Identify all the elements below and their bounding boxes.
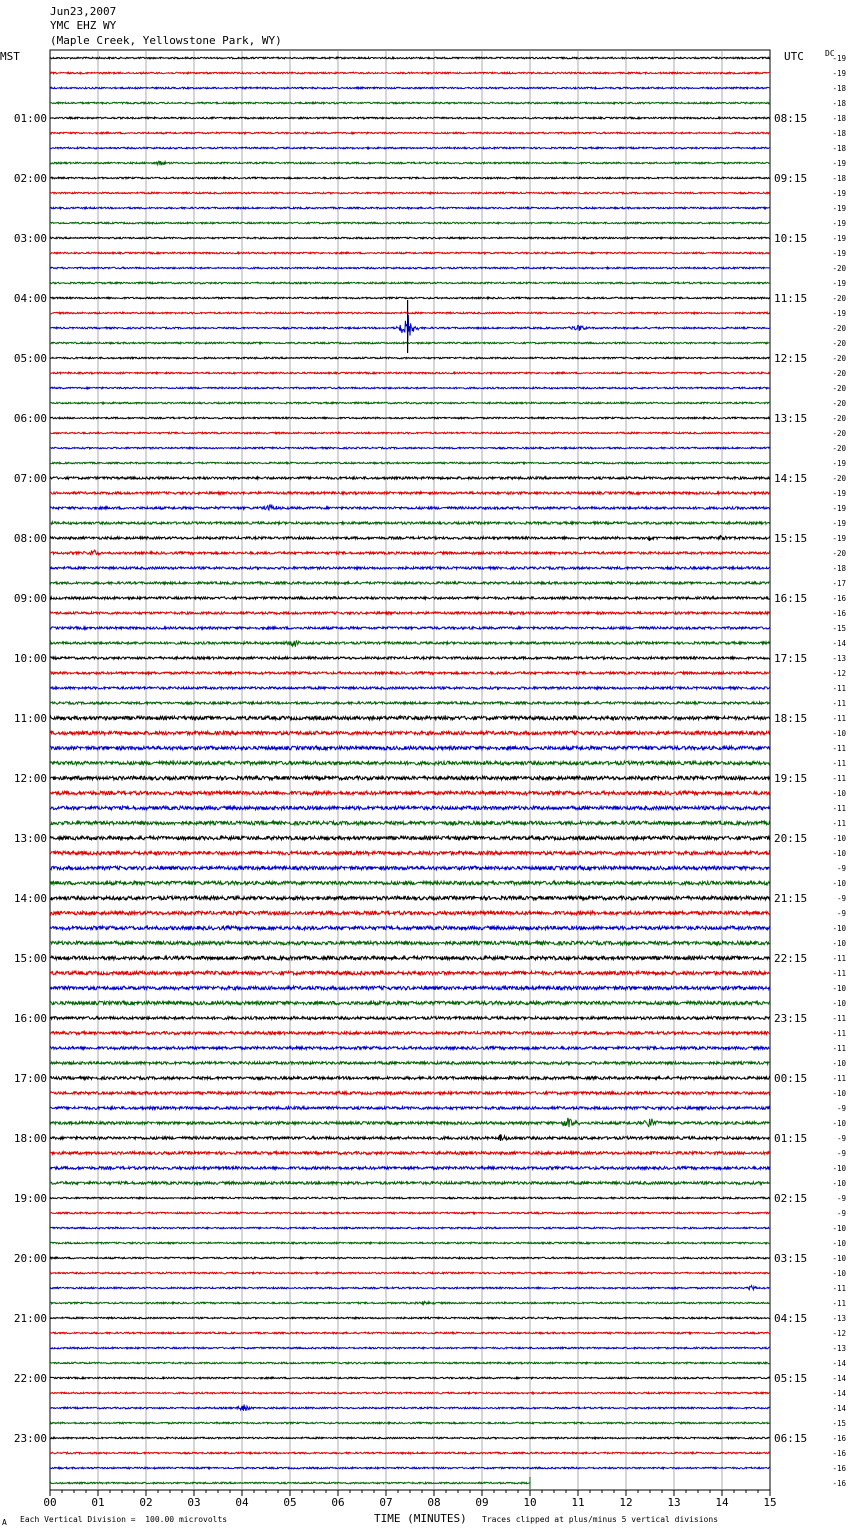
seismic-trace (50, 1182, 770, 1185)
left-hour-label: 14:00 (13, 892, 47, 905)
dc-offset-label: -11 (832, 1074, 846, 1083)
dc-offset-label: -18 (832, 144, 846, 153)
right-hour-label: 14:15 (774, 472, 808, 485)
dc-offset-label: -10 (832, 984, 846, 993)
seismic-trace (50, 1197, 770, 1199)
dc-offset-label: -16 (832, 1434, 846, 1443)
seismic-trace (50, 941, 770, 945)
dc-offset-label: -11 (832, 954, 846, 963)
seismic-trace (50, 462, 770, 464)
left-hour-label: 07:00 (13, 472, 47, 485)
dc-offset-label: -14 (832, 1374, 846, 1383)
seismic-trace (50, 1077, 770, 1080)
seismic-trace (50, 582, 770, 584)
x-tick-label: 06 (331, 1496, 345, 1509)
seismic-trace (50, 851, 770, 855)
seismic-trace (50, 207, 770, 209)
left-hour-label: 19:00 (13, 1192, 47, 1205)
dc-offset-label: -20 (832, 414, 846, 423)
dc-offset-label: -14 (832, 639, 846, 648)
right-hour-label: 12:15 (774, 352, 808, 365)
seismic-trace (50, 297, 770, 299)
dc-offset-label: -18 (832, 84, 846, 93)
dc-offset-label: -20 (832, 444, 846, 453)
dc-offset-label: -10 (832, 924, 846, 933)
dc-offset-label: -9 (836, 1134, 846, 1143)
station-label: YMC EHZ WY (50, 19, 117, 32)
right-hour-label: 19:15 (774, 772, 808, 785)
left-hour-label: 05:00 (13, 352, 47, 365)
dc-offset-label: -19 (832, 279, 846, 288)
seismic-trace (50, 1405, 770, 1411)
seismic-trace (50, 417, 770, 419)
seismic-trace (50, 1422, 770, 1424)
seismic-trace (50, 1301, 770, 1304)
right-hour-label: 13:15 (774, 412, 808, 425)
location-label: (Maple Creek, Yellowstone Park, WY) (50, 34, 282, 47)
dc-offset-label: -9 (836, 1194, 846, 1203)
dc-offset-label: -11 (832, 1044, 846, 1053)
left-hour-label: 10:00 (13, 652, 47, 665)
dc-offset-label: -9 (836, 894, 846, 903)
dc-label: DC (825, 49, 835, 58)
seismic-trace (50, 477, 770, 479)
dc-offset-label: -20 (832, 429, 846, 438)
dc-offset-label: -20 (832, 549, 846, 558)
seismic-trace (50, 791, 770, 795)
seismic-trace (50, 1317, 770, 1319)
seismic-trace (50, 132, 770, 134)
x-axis-label: TIME (MINUTES) (374, 1512, 467, 1525)
seismic-trace (50, 926, 770, 930)
left-hour-label: 01:00 (13, 112, 47, 125)
dc-offset-label: -19 (832, 519, 846, 528)
x-tick-label: 13 (667, 1496, 681, 1509)
seismic-trace (50, 657, 770, 659)
corner-mark: A (2, 1518, 7, 1527)
dc-offset-label: -10 (832, 1059, 846, 1068)
dc-offset-label: -11 (832, 759, 846, 768)
seismic-trace (50, 1047, 770, 1050)
seismic-trace (50, 1107, 770, 1110)
seismic-trace (50, 1017, 770, 1020)
dc-offset-label: -16 (832, 594, 846, 603)
seismic-trace (50, 641, 770, 647)
seismic-trace (50, 821, 770, 825)
left-hour-label: 04:00 (13, 292, 47, 305)
seismic-trace (50, 746, 770, 750)
left-hour-label: 16:00 (13, 1012, 47, 1025)
dc-offset-label: -16 (832, 609, 846, 618)
x-tick-label: 08 (427, 1496, 441, 1509)
dc-offset-label: -10 (832, 729, 846, 738)
dc-offset-label: -10 (832, 834, 846, 843)
seismic-trace (50, 161, 770, 165)
right-hour-label: 01:15 (774, 1132, 808, 1145)
seismic-trace (50, 761, 770, 765)
dc-offset-label: -20 (832, 399, 846, 408)
dc-offset-label: -13 (832, 654, 846, 663)
left-hour-label: 11:00 (13, 712, 47, 725)
seismic-trace (50, 1227, 770, 1229)
right-hour-label: 20:15 (774, 832, 808, 845)
x-tick-label: 07 (379, 1496, 393, 1509)
left-hour-label: 18:00 (13, 1132, 47, 1145)
seismic-trace (50, 866, 770, 870)
dc-offset-label: -9 (836, 1104, 846, 1113)
seismic-trace (50, 597, 770, 599)
seismic-trace (50, 1286, 770, 1290)
seismic-trace (50, 1134, 770, 1141)
dc-offset-label: -10 (832, 1224, 846, 1233)
dc-offset-label: -10 (832, 939, 846, 948)
right-hour-label: 10:15 (774, 232, 808, 245)
dc-offset-label: -12 (832, 669, 846, 678)
seismic-trace (50, 776, 770, 780)
right-hour-label: 09:15 (774, 172, 808, 185)
seismic-trace (50, 312, 770, 314)
vertical-division-note: Each Vertical Division = 100.00 microvolts (20, 1515, 228, 1524)
seismic-trace (50, 1392, 770, 1394)
seismic-trace (50, 1377, 770, 1379)
right-hour-label: 08:15 (774, 112, 808, 125)
dc-offset-label: -20 (832, 384, 846, 393)
seismic-trace (50, 282, 770, 284)
right-timezone-label: UTC (784, 50, 804, 63)
seismic-trace (50, 87, 770, 89)
seismic-trace (50, 357, 770, 359)
dc-offset-label: -11 (832, 744, 846, 753)
x-tick-label: 03 (187, 1496, 201, 1509)
dc-offset-label: -13 (832, 1344, 846, 1353)
seismic-trace (50, 447, 770, 449)
seismic-trace (50, 402, 770, 404)
seismic-trace (50, 342, 770, 344)
seismic-trace (50, 315, 770, 341)
dc-offset-label: -9 (836, 909, 846, 918)
left-hour-label: 15:00 (13, 952, 47, 965)
seismic-trace (50, 731, 770, 735)
dc-offset-label: -10 (832, 1164, 846, 1173)
seismic-trace (50, 432, 770, 434)
seismic-trace (50, 222, 770, 224)
right-hour-label: 15:15 (774, 532, 808, 545)
left-hour-label: 22:00 (13, 1372, 47, 1385)
dc-offset-label: -19 (832, 159, 846, 168)
dc-offset-label: -19 (832, 459, 846, 468)
dc-offset-label: -11 (832, 969, 846, 978)
dc-offset-label: -18 (832, 174, 846, 183)
dc-offset-label: -11 (832, 819, 846, 828)
seismic-trace (50, 1242, 770, 1244)
dc-offset-label: -19 (832, 249, 846, 258)
date-label: Jun23,2007 (50, 5, 117, 18)
dc-offset-label: -20 (832, 474, 846, 483)
dc-offset-label: -15 (832, 1419, 846, 1428)
left-hour-label: 12:00 (13, 772, 47, 785)
dc-offset-label: -20 (832, 294, 846, 303)
seismic-trace (50, 612, 770, 614)
x-tick-label: 09 (475, 1496, 489, 1509)
dc-offset-label: -11 (832, 1284, 846, 1293)
right-hour-label: 23:15 (774, 1012, 808, 1025)
dc-offset-label: -10 (832, 1179, 846, 1188)
seismic-trace (50, 881, 770, 885)
dc-offset-label: -9 (836, 864, 846, 873)
seismic-trace (50, 117, 770, 119)
dc-offset-label: -19 (832, 204, 846, 213)
seismic-trace (50, 1467, 770, 1469)
right-hour-label: 21:15 (774, 892, 808, 905)
seismic-trace (50, 1437, 770, 1439)
seismic-trace (50, 687, 770, 689)
seismic-trace (50, 192, 770, 194)
seismic-trace (50, 1332, 770, 1334)
dc-offset-label: -10 (832, 789, 846, 798)
dc-offset-label: -12 (832, 1329, 846, 1338)
dc-offset-label: -13 (832, 1314, 846, 1323)
x-tick-label: 05 (283, 1496, 297, 1509)
dc-offset-label: -11 (832, 714, 846, 723)
left-hour-label: 20:00 (13, 1252, 47, 1265)
dc-offset-label: -9 (836, 1209, 846, 1218)
seismic-trace (50, 1167, 770, 1170)
seismic-trace (50, 237, 770, 239)
x-tick-label: 14 (715, 1496, 729, 1509)
left-hour-label: 06:00 (13, 412, 47, 425)
left-hour-label: 09:00 (13, 592, 47, 605)
left-hour-label: 03:00 (13, 232, 47, 245)
seismic-trace (50, 1272, 770, 1274)
dc-offset-label: -10 (832, 1089, 846, 1098)
seismic-trace (50, 1032, 770, 1035)
x-tick-label: 04 (235, 1496, 249, 1509)
seismic-trace (50, 267, 770, 269)
seismic-trace (50, 1362, 770, 1364)
dc-offset-label: -11 (832, 1029, 846, 1038)
x-tick-label: 15 (763, 1496, 777, 1509)
right-hour-label: 03:15 (774, 1252, 808, 1265)
seismic-trace (50, 492, 770, 494)
seismic-trace (50, 836, 770, 840)
right-hour-label: 18:15 (774, 712, 808, 725)
dc-offset-label: -16 (832, 1464, 846, 1473)
dc-offset-label: -10 (832, 999, 846, 1008)
dc-offset-label: -11 (832, 1014, 846, 1023)
dc-offset-label: -14 (832, 1404, 846, 1413)
right-hour-label: 06:15 (774, 1432, 808, 1445)
left-hour-label: 17:00 (13, 1072, 47, 1085)
seismic-trace (50, 1001, 770, 1005)
right-hour-label: 22:15 (774, 952, 808, 965)
seismic-trace (50, 147, 770, 149)
clipping-note: Traces clipped at plus/minus 5 vertical divisions (482, 1515, 719, 1524)
x-tick-label: 10 (523, 1496, 537, 1509)
dc-offset-label: -15 (832, 624, 846, 633)
dc-offset-label: -10 (832, 849, 846, 858)
seismic-trace (50, 57, 770, 59)
seismic-trace (50, 702, 770, 704)
dc-offset-label: -19 (832, 534, 846, 543)
dc-offset-label: -19 (832, 189, 846, 198)
right-hour-label: 02:15 (774, 1192, 808, 1205)
left-hour-label: 23:00 (13, 1432, 47, 1445)
seismic-trace (50, 806, 770, 810)
dc-offset-label: -11 (832, 774, 846, 783)
seismic-trace (50, 550, 770, 555)
dc-offset-label: -16 (832, 1479, 846, 1488)
dc-offset-label: -10 (832, 1119, 846, 1128)
x-tick-label: 01 (91, 1496, 105, 1509)
dc-offset-label: -20 (832, 264, 846, 273)
x-tick-label: 11 (571, 1496, 585, 1509)
left-hour-label: 21:00 (13, 1312, 47, 1325)
dc-offset-label: -19 (832, 309, 846, 318)
seismic-trace (50, 1212, 770, 1214)
dc-offset-label: -9 (836, 1149, 846, 1158)
dc-offset-label: -14 (832, 1359, 846, 1368)
dc-offset-label: -19 (832, 234, 846, 243)
dc-offset-label: -19 (832, 219, 846, 228)
dc-offset-label: -20 (832, 339, 846, 348)
dc-offset-label: -10 (832, 1269, 846, 1278)
left-hour-label: 13:00 (13, 832, 47, 845)
dc-offset-label: -19 (832, 504, 846, 513)
seismic-trace (50, 372, 770, 374)
dc-offset-label: -11 (832, 684, 846, 693)
dc-offset-label: -11 (832, 1299, 846, 1308)
right-hour-label: 11:15 (774, 292, 808, 305)
dc-offset-label: -18 (832, 564, 846, 573)
dc-offset-label: -10 (832, 879, 846, 888)
seismic-trace (50, 896, 770, 900)
seismic-trace (50, 522, 770, 524)
dc-offset-label: -18 (832, 114, 846, 123)
dc-offset-label: -19 (832, 69, 846, 78)
seismic-trace (50, 567, 770, 569)
seismic-trace (50, 971, 770, 975)
seismic-trace (50, 1257, 770, 1259)
seismic-trace (50, 505, 770, 511)
dc-offset-label: -20 (832, 324, 846, 333)
seismic-trace (50, 1118, 770, 1127)
seismic-trace (50, 102, 770, 104)
right-hour-label: 04:15 (774, 1312, 808, 1325)
right-hour-label: 00:15 (774, 1072, 808, 1085)
dc-offset-label: -10 (832, 1254, 846, 1263)
seismic-trace (50, 1152, 770, 1155)
seismic-trace (50, 672, 770, 674)
seismic-trace (50, 387, 770, 389)
right-hour-label: 17:15 (774, 652, 808, 665)
dc-offset-label: -11 (832, 699, 846, 708)
seismic-trace (50, 252, 770, 254)
seismic-trace (50, 956, 770, 960)
dc-offset-label: -18 (832, 129, 846, 138)
dc-offset-label: -11 (832, 804, 846, 813)
right-hour-label: 16:15 (774, 592, 808, 605)
seismic-trace (50, 1062, 770, 1065)
seismic-trace (50, 1347, 770, 1349)
dc-offset-label: -16 (832, 1449, 846, 1458)
dc-offset-label: -20 (832, 369, 846, 378)
x-tick-label: 02 (139, 1496, 153, 1509)
left-hour-label: 08:00 (13, 532, 47, 545)
right-hour-label: 05:15 (774, 1372, 808, 1385)
seismic-trace (50, 1092, 770, 1095)
x-tick-label: 00 (43, 1496, 57, 1509)
dc-offset-label: -10 (832, 1239, 846, 1248)
seismic-trace (50, 627, 770, 629)
x-tick-label: 12 (619, 1496, 633, 1509)
dc-offset-label: -18 (832, 99, 846, 108)
seismic-trace (50, 716, 770, 720)
seismic-trace (50, 177, 770, 179)
seismic-trace (50, 72, 770, 74)
left-hour-label: 02:00 (13, 172, 47, 185)
dc-offset-label: -17 (832, 579, 846, 588)
seismic-trace (50, 1452, 770, 1454)
dc-offset-label: -20 (832, 354, 846, 363)
dc-offset-label: -19 (832, 54, 846, 63)
seismic-trace (50, 911, 770, 915)
dc-offset-label: -14 (832, 1389, 846, 1398)
left-timezone-label: MST (0, 50, 20, 63)
dc-offset-label: -19 (832, 489, 846, 498)
seismic-trace (50, 986, 770, 990)
seismic-trace (50, 536, 770, 541)
